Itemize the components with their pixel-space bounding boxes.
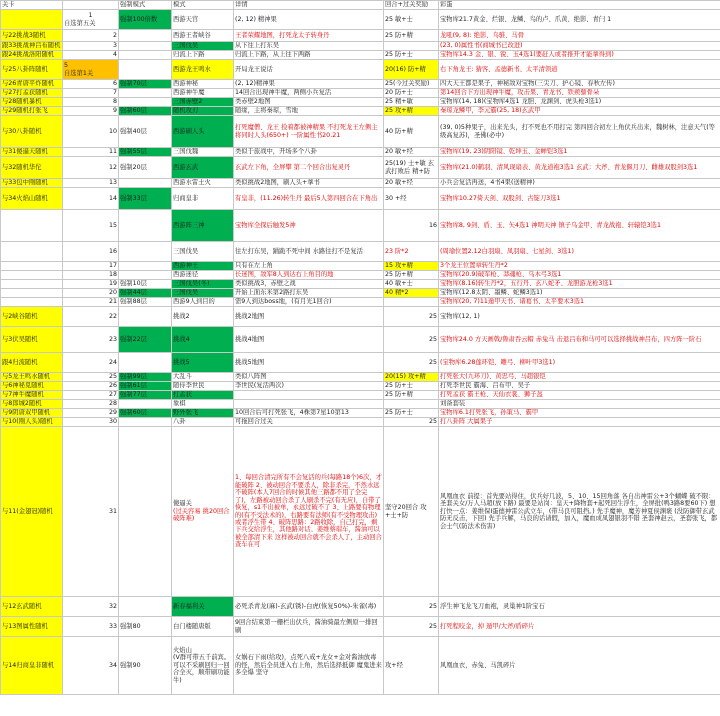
mode-cell: 西游神王: [172, 262, 234, 271]
reward-cell: 25 敏+士: [384, 10, 439, 30]
table-row: [1, 51, 720, 60]
mode-cell: 象棋: [172, 400, 234, 409]
mode-cell: 挑战5: [172, 353, 234, 373]
num-cell: 32: [63, 597, 119, 617]
stage-cell: 与28随机暴机: [1, 98, 63, 107]
detail-cell: 14回合出现神牛魔，两侧小兵复活: [234, 89, 384, 98]
stage-cell: 跟24挑战洛阳随机: [1, 51, 63, 60]
stage-cell: 与3伏吴随机: [1, 327, 63, 353]
force-cell: 强制60层: [119, 107, 172, 116]
num-cell: 19: [63, 280, 119, 289]
force-cell: [119, 42, 172, 51]
reward-cell: 25: [384, 307, 439, 327]
stage-cell: 与9阴唐双甲随机: [1, 409, 63, 418]
bonus-cell: 宝物库(20.9)破军枪、莽魂枪、乌木弓3选1: [439, 271, 720, 280]
mode-cell: 西游神秘: [172, 80, 234, 89]
detail-cell: 长迷图，敌军8人到达右上角目的地: [234, 271, 384, 280]
table-row: [1, 597, 720, 617]
detail-cell: 往左打东吴，踊跪不死中间 水路往打不是复活: [234, 242, 384, 262]
num-cell: 27: [63, 391, 119, 400]
reward-cell: 25 防+士: [384, 409, 439, 418]
detail-cell: 1、每回合清完所有不会复活的兵(每路18个)6次，才能破阵 2、被动回合不要杀人，除非杀完，不然水远不破阵(本人7回合的时候其他三路都不用了全完了)，左路被动回合杀了人刷杀不完(有无应)，自带了恢复，s1不出被单，永远过破不了 3、上路要有物理的(有不受法术的)，右路要有法师(有不受物理攻击)或者浮生带 4、破阵思路：2路收除，自己打完，剩下兵交给浮生，其他路对话、姜维蔡瑁车，酱油可以被全部清下来 这样被动回合就不会杀人了，主动回合查车在可: [234, 427, 384, 597]
detail-cell: 类赤壁2地图: [234, 98, 384, 107]
bonus-cell: 浮生神飞龙飞刀血袍，灵巢神1阶宝石: [439, 597, 720, 617]
reward-cell: [384, 400, 439, 409]
num-cell: 13: [63, 179, 119, 188]
bonus-cell: 3个龙王位置章转生丹*2: [439, 262, 720, 271]
stage-cell: 与2峡谷随机: [1, 307, 63, 327]
detail-cell: 开局龙王说话: [234, 60, 384, 80]
bonus-cell: 宝物库8, 9剑、盾、玉、矢4选1 神明天神 镇子乌金甲、青龙战袍、轩辕铠3选1: [439, 210, 720, 242]
table-body: [1, 10, 720, 695]
num-cell: 3: [63, 42, 119, 51]
stage-cell: 与29随机打张飞: [1, 107, 63, 116]
detail-cell: 归流上下路，从上往下两路: [234, 51, 384, 60]
num-cell: 15: [63, 210, 119, 242]
bonus-cell: 右下角龙王: 猜客、孟德新书、太平清领道: [439, 60, 720, 80]
bonus-cell: 打八卦阵 大属果子: [439, 418, 720, 427]
num-cell: 8: [63, 98, 119, 107]
num-cell: 18: [63, 271, 119, 280]
bonus-cell: 风凰血衣 前提：首先要站得住，伏兵好几波，5、10、15回角落 各自出神雷公+3个蝴蝶 破不限：圣套关女/万人马超(放下路) 最要是站岗：皇天+降物套+起死回生浮生，全屏批(鸭3路8要60下) 想打快一点：姜维保I蛋德神雷公武立车，(带马良可阻挡。) 先手魔神，魔芳神夏侯渊褒 (没防御带玄武防无反击，下回) 先手兵解，马良的话请假，加入，魔血成凤翅银羽不错 圣套神赵云，圣套张飞，都会士气(防法术伤害): [439, 427, 720, 597]
num-cell: 12: [63, 157, 119, 179]
detail-cell: [234, 391, 384, 400]
table-row: [1, 280, 720, 289]
num-cell: 30: [63, 418, 119, 427]
table-row: [1, 60, 720, 80]
stage-cell: [1, 280, 63, 289]
bonus-cell: 宝物库(21.0)鹤羽、清风现扇表、黄龙道袍3选1 玄武：大斧、青龙偃月刀、雌雄双股剑3选1: [439, 157, 720, 179]
mode-cell: 大乱斗: [172, 373, 234, 382]
stage-cell: [1, 298, 63, 307]
stage-cell: 跟4归流随机: [1, 353, 63, 373]
table-row: [1, 327, 720, 353]
table-row: [1, 373, 720, 382]
table-row: [1, 382, 720, 391]
bonus-cell: 秦琼龙鳞甲，李元霸(25, 18)玄武甲: [439, 107, 720, 116]
reward-cell: [384, 298, 439, 307]
table-row: [1, 289, 720, 298]
detail-cell: 开始上面东米第2路打东吴: [234, 289, 384, 298]
mode-cell: 西游王者峡谷: [172, 30, 234, 42]
mode-cell: 西游天宫: [172, 10, 234, 30]
force-cell: [119, 427, 172, 597]
header-detail: 详情: [234, 1, 384, 10]
detail-cell: 有皇非，(11.26)转生丹 最后5人第四回合在下角出: [234, 188, 384, 210]
mode-cell: 傻逼关 (过关容易 挑20回合 破阵难): [172, 427, 234, 597]
stage-cell: 与27打孟获随机: [1, 89, 63, 98]
force-cell: 强制33层: [119, 188, 172, 210]
force-cell: 强制60层: [119, 409, 172, 418]
detail-cell: 只有在左上角: [234, 262, 384, 271]
num-cell: 29: [63, 409, 119, 418]
mode-cell: 随侍李世民: [172, 382, 234, 391]
mode-cell: 新春福利关: [172, 597, 234, 617]
table-row: [1, 210, 720, 242]
reward-cell: 25 攻+精: [384, 107, 439, 116]
detail-cell: 类似于旅战中，开场多个八卦: [234, 148, 384, 157]
num-cell: 16: [63, 242, 119, 262]
mode-cell: 三国伐吴: [172, 42, 234, 51]
detail-cell: 王者荣耀地图，打死龙太子转身丹: [234, 30, 384, 42]
mode-cell: 西游阵三神: [172, 210, 234, 242]
reward-cell: [384, 42, 439, 51]
bonus-cell: 宝物库(19, 23)阴阳镜、乾坤玉、金蝉铠3选1: [439, 148, 720, 157]
table-row: [1, 409, 720, 418]
stage-cell: [1, 271, 63, 280]
detail-cell: 挑战2地图: [234, 307, 384, 327]
force-cell: 强制80: [119, 617, 172, 637]
bonus-cell: 打死孟获 霸王枪、天仙衣裳、狮子盔: [439, 391, 720, 400]
num-cell: 5 自选第1关: [63, 60, 119, 80]
force-cell: 强制55层: [119, 148, 172, 157]
reward-cell: 20 敏+经: [384, 148, 439, 157]
force-cell: [119, 51, 172, 60]
mode-cell: 野外张飞: [172, 409, 234, 418]
table-row: [1, 107, 720, 116]
reward-cell: 40 防+精: [384, 116, 439, 148]
stage-cell: 与22挑战3随机: [1, 30, 63, 42]
num-cell: 20: [63, 289, 119, 298]
bonus-cell: 刘备套装: [439, 400, 720, 409]
table-row: [1, 427, 720, 597]
mode-cell: 三国赤壁2: [172, 98, 234, 107]
stage-cell: 与31傻逼天随机: [1, 148, 63, 157]
num-cell: 4: [63, 51, 119, 60]
num-cell: 14: [63, 188, 119, 210]
bonus-cell: 宝物库10.27倚天剑、双股剑、古锭刀3选1: [439, 188, 720, 210]
num-cell: 25: [63, 373, 119, 382]
table-row: [1, 179, 720, 188]
force-cell: [119, 30, 172, 42]
force-cell: 强制88层: [119, 298, 172, 307]
detail-cell: 类似八阵图: [234, 373, 384, 382]
table-row: [1, 148, 720, 157]
table-row: [1, 298, 720, 307]
reward-cell: 坚守20回合 攻+士+防: [384, 427, 439, 597]
stage-cell: [1, 262, 63, 271]
force-cell: 强制22层: [119, 327, 172, 353]
bonus-cell: 四大天王都是果子，神秘敌对宝物(三尖刀、护心镜、春秋左传): [439, 80, 720, 89]
force-cell: 强制77层: [119, 391, 172, 400]
stage-cell: 与34火焰山随机: [1, 188, 63, 210]
bonus-cell: 宝物库(8.16)转生丹*2，五行丹、玄八蛇矛、龙胆游龙枪3选1: [439, 280, 720, 289]
bonus-cell: 宝物库6.1打死张飞，孙策马、霸甲: [439, 409, 720, 418]
bonus-cell: (23, 0)属性书(商城书已改进): [439, 42, 720, 51]
bonus-cell: 打死李世民 霸海、吕布甲、吴子: [439, 382, 720, 391]
num-cell: 10: [63, 116, 119, 148]
num-cell: 28: [63, 400, 119, 409]
table-row: [1, 307, 720, 327]
header-reward: 回合+过关奖励: [384, 1, 439, 10]
stage-cell: 跟33挑战神吕布随机: [1, 42, 63, 51]
table-row: [1, 271, 720, 280]
force-cell: [119, 418, 172, 427]
bonus-cell: 宝物库(12, 1): [439, 307, 720, 327]
table-row: [1, 42, 720, 51]
num-cell: 31: [63, 427, 119, 597]
detail-cell: 宝物库全探后触发5神: [234, 210, 384, 242]
bonus-cell: 打死张大(九环刀)、黄忠弓、马超银铠: [439, 373, 720, 382]
mode-cell: 西游迷径: [172, 271, 234, 280]
num-cell: 23: [63, 327, 119, 353]
bonus-cell: (宝物库6.28莲环铠、雕弓、柳叶甲3选1): [439, 353, 720, 373]
table-row: [1, 116, 720, 148]
num-cell: 24: [63, 353, 119, 373]
mode-cell: 西游水雷土火: [172, 179, 234, 188]
stage-cell: [1, 242, 63, 262]
force-cell: 强制40层: [119, 116, 172, 148]
reward-cell: 20 防+士: [384, 89, 439, 98]
stage-cell: 与6神秘觅随机: [1, 382, 63, 391]
mode-cell: 归商皇非: [172, 188, 234, 210]
num-cell: 17: [63, 262, 119, 271]
force-cell: [119, 210, 172, 242]
detail-cell: 10回合后可打死张飞，4株第7星10第13: [234, 409, 384, 418]
num-cell: 22: [63, 307, 119, 327]
header-row: [1, 1, 720, 10]
reward-cell: 25 防+精: [384, 30, 439, 42]
force-cell: 强制10层: [119, 280, 172, 289]
mode-cell: 三国伐吴: [172, 242, 234, 262]
bonus-cell: (周瑜位置2.12白羽扇、凤羽扇、七星剑、3选1): [439, 242, 720, 262]
num-cell: 21: [63, 298, 119, 307]
mode-cell: 随机攻刃: [172, 107, 234, 116]
reward-cell: 25 防+士: [384, 382, 439, 391]
table-row: [1, 157, 720, 179]
reward-cell: 25 精+敏: [384, 98, 439, 107]
reward-cell: 40 精*2: [384, 289, 439, 298]
mode-cell: 火焰山 (V群可带五千前宾。可以不采刷回归一回合全灭，顺带刷功能牛): [172, 637, 234, 695]
detail-cell: 可拖回合过关: [234, 418, 384, 427]
force-cell: 强制70层: [119, 80, 172, 89]
header-mode: 模式: [172, 1, 234, 10]
mode-cell: 西游9人到目的: [172, 298, 234, 307]
mode-cell: 西游玄武: [172, 157, 234, 179]
header-force: 强制模式: [119, 1, 172, 10]
force-cell: [119, 307, 172, 327]
mode-cell: 三国伐魏: [172, 148, 234, 157]
reward-cell: 25 防+精: [384, 271, 439, 280]
detail-cell: (2, 12) 精神果: [234, 10, 384, 30]
reward-cell: 40 敏+士: [384, 280, 439, 289]
detail-cell: 从下往上打东吴: [234, 42, 384, 51]
bonus-cell: 龙吼(9, 8): 绝影、乌骓、马骨: [439, 30, 720, 42]
force-cell: [119, 271, 172, 280]
table-row: [1, 242, 720, 262]
num-cell: 9: [63, 107, 119, 116]
num-cell: 26: [63, 382, 119, 391]
detail-cell: 挑战5地图: [234, 353, 384, 373]
reward-cell: 25(19) 士+敏 玄武打败后 精+防: [384, 157, 439, 179]
header-blank: [63, 1, 119, 10]
reward-cell: 25 防+士: [384, 51, 439, 60]
stage-cell: 与33包中刚随机: [1, 179, 63, 188]
table-row: [1, 30, 720, 42]
force-cell: [119, 262, 172, 271]
force-cell: 强制100倍数: [119, 10, 172, 30]
stage-cell: 与5龙王鸣水随机: [1, 373, 63, 382]
table-row: [1, 400, 720, 409]
reward-cell: 25 防+精: [384, 391, 439, 400]
bonus-cell: 宝物库(14, 18)(宝物库4选1 龙胆、龙渊剑、虎头枪3选1): [439, 98, 720, 107]
header-stage: 关卡: [1, 1, 63, 10]
reward-cell: 20(16) 防+精: [384, 60, 439, 80]
stage-cell: 与13图属性随机: [1, 617, 63, 637]
mode-cell: 挑战2: [172, 307, 234, 327]
detail-cell: 随缘，主将秦琼，雪地: [234, 107, 384, 116]
bonus-cell: (39, 0)5种果子，出来光头，打不死也不用打完 第四回合初左上角伏兵出来，魏树林，注意天气(等级高复苏)，圣佛(必中): [439, 116, 720, 148]
reward-cell: 25(今过关奖励): [384, 80, 439, 89]
num-cell: 6: [63, 80, 119, 89]
bonus-cell: 宝物库(12.8太阴、墨鳞、蛇鳞3选1): [439, 289, 720, 298]
detail-cell: (2, 12)精神果: [234, 80, 384, 89]
detail-cell: 需9人到达boss地，(有月光1回合): [234, 298, 384, 307]
stage-cell: 与12玄武随机: [1, 597, 63, 617]
stage-cell: 与10(刚人头)随机: [1, 418, 63, 427]
mode-cell: 西游龙王鸣水: [172, 60, 234, 80]
bonus-cell: 宝物库21.7黄金、烂银、龙鳞、鸟的卢、爪黄、绝影、青闩 1: [439, 10, 720, 30]
force-cell: 强制99层: [119, 373, 172, 382]
num-cell: 7: [63, 89, 119, 98]
stage-cell: [1, 10, 63, 30]
bonus-cell: 打死程咬金，掉 遁甲/大斧/盾碎片: [439, 617, 720, 637]
mode-cell: 打孟获: [172, 391, 234, 400]
table-row: [1, 10, 720, 30]
reward-cell: 攻+经: [384, 637, 439, 695]
bonus-cell: 宝物库(20, 7)11遁甲天书、诸葛书、太平要术3选1: [439, 298, 720, 307]
detail-cell: 类似挑战2地图，刷人头+拿书: [234, 179, 384, 188]
reward-cell: 25: [384, 353, 439, 373]
force-cell: 强制20层: [119, 157, 172, 179]
force-cell: [119, 179, 172, 188]
force-cell: [119, 353, 172, 373]
table-row: [1, 98, 720, 107]
table-row: [1, 262, 720, 271]
stage-cell: 与11(金翅冠)随机: [1, 427, 63, 597]
detail-cell: 打死魔僧、龙王 捡着都被神精果 不打死龙王左侧主将同时人头(650+) 一阶属性书20.21: [234, 116, 384, 148]
detail-cell: 必死杀青龙(麻)-玄武(锈)-白虎(恢复50%)-朱雀(毒): [234, 597, 384, 617]
table-row: [1, 188, 720, 210]
force-cell: [119, 400, 172, 409]
table-row: [1, 637, 720, 695]
detail-cell: 女娲石下雨(给攻)，点死八戒+龙女+金对酱油放毒的怪，然后全员进入右上角，然后选择抵御 魔鬼进来多全爆 坚守: [234, 637, 384, 695]
reward-cell: 15 攻+精: [384, 262, 439, 271]
stage-cell: 与30八卦随机: [1, 116, 63, 148]
stage-cell: 与7神牛魔随机: [1, 391, 63, 400]
num-cell: 33: [63, 617, 119, 637]
force-cell: [119, 60, 172, 80]
table-row: [1, 418, 720, 427]
stage-cell: [1, 210, 63, 242]
table-row: [1, 353, 720, 373]
bonus-cell: 宝物库14.3 金、银、锐、玉4选1(要赶人或者推开才能拿得到): [439, 51, 720, 60]
reward-cell: 30 +经: [384, 188, 439, 210]
reward-cell: 25: [384, 327, 439, 353]
reward-cell: 25: [384, 617, 439, 637]
detail-cell: 李世民(复活两次): [234, 382, 384, 391]
bonus-cell: 第14回合下方出现神牛魔，攻击果、青龙书、铁蒺藜骨朵: [439, 89, 720, 98]
mode-cell: 西游神牛魔: [172, 89, 234, 98]
table-row: [1, 617, 720, 637]
reward-cell: 20(15) 攻+精: [384, 373, 439, 382]
num-cell: 11: [63, 148, 119, 157]
force-cell: [119, 242, 172, 262]
mode-cell: 三国伐吴(冬): [172, 280, 234, 289]
force-cell: [119, 89, 172, 98]
bonus-cell: 宝物库24.0 方天画戟/鲁肃吞云帽 赤兔马 击退吕布和马可可以选择挑战神吕布，四方阵一阶石: [439, 327, 720, 353]
reward-cell: 25: [384, 418, 439, 427]
detail-cell: 玄武左下角，全屏攀 第二个回合出复灵丹: [234, 157, 384, 179]
reward-cell: 23 阶*2: [384, 242, 439, 262]
force-cell: 强制61层: [119, 382, 172, 391]
header-bonus: 彩蛋: [439, 1, 720, 10]
detail-cell: 挑战4地图: [234, 327, 384, 353]
mode-cell: 西游刷人头: [172, 116, 234, 148]
stage-cell: 与14归商皇非随机: [1, 637, 63, 695]
detail-cell: 类似挑战3，赤壁之战: [234, 280, 384, 289]
bonus-cell: 风凰血衣，赤兔、马凯碎片: [439, 637, 720, 695]
reward-cell: 16: [384, 210, 439, 242]
mode-cell: 八卦: [172, 418, 234, 427]
stage-cell: [1, 289, 63, 298]
mode-cell: 三国伐吴: [172, 289, 234, 298]
mode-cell: 白门楼随唐版: [172, 617, 234, 637]
num-cell: 34: [63, 637, 119, 695]
force-cell: 强制90: [119, 637, 172, 695]
force-cell: [119, 597, 172, 617]
table-row: [1, 89, 720, 98]
stage-cell: 与8郎城2随机: [1, 400, 63, 409]
num-cell: 1 自选第五关: [63, 10, 119, 30]
stage-cell: 与26青唐平炸随机: [1, 80, 63, 89]
stage-cell: 与32随机华佗: [1, 157, 63, 179]
reward-cell: 20 敏+经: [384, 179, 439, 188]
detail-cell: 9回合结束第一栅栏出伏兵，酱油骑最左侧原一排回刷: [234, 617, 384, 637]
mode-cell: 挑战4: [172, 327, 234, 353]
table-row: [1, 391, 720, 400]
table-row: [1, 80, 720, 89]
force-cell: [119, 98, 172, 107]
force-cell: 强制44层: [119, 289, 172, 298]
detail-cell: [234, 400, 384, 409]
bonus-cell: 小兵会复活再送，4书4果(送精神): [439, 179, 720, 188]
stage-cell: 与25八卦阵随机: [1, 60, 63, 80]
reward-cell: 25: [384, 597, 439, 617]
num-cell: 2: [63, 30, 119, 42]
mode-cell: 归流上下路: [172, 51, 234, 60]
